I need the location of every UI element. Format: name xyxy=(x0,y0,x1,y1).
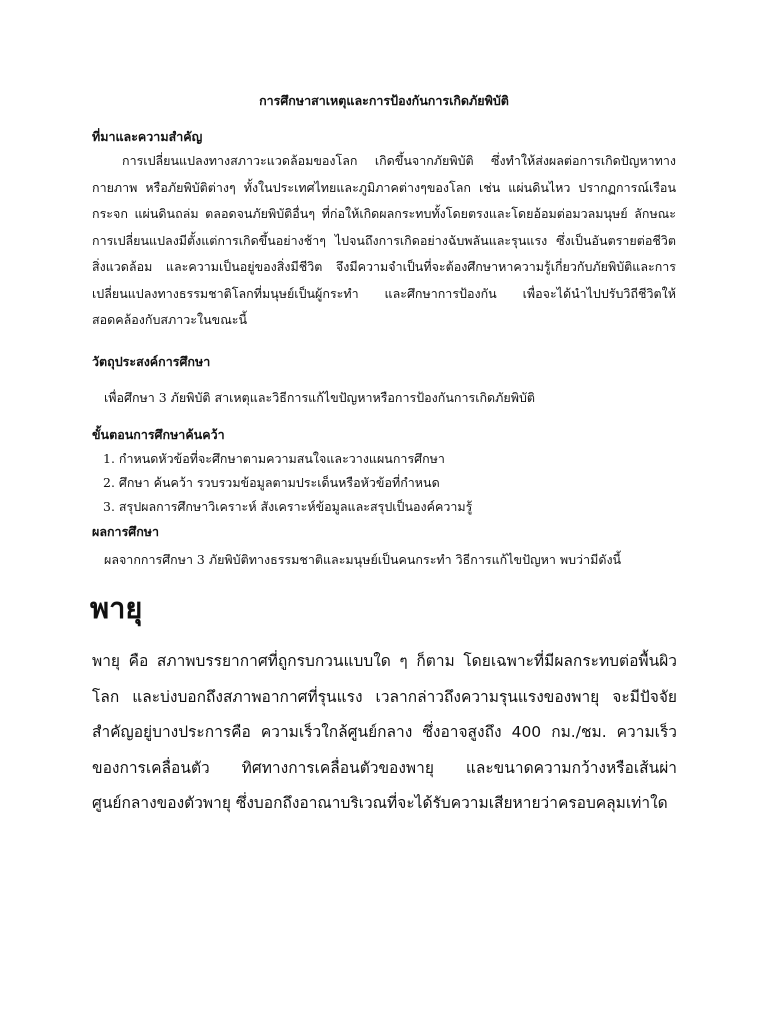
objective-text: เพื่อศึกษา 3 ภัยพิบัติ สาเหตุและวิธีการแก้ไขปัญหาหรือการป้องกันการเกิดภัยพิบัติ xyxy=(104,390,536,405)
background-paragraph: การเปลี่ยนแปลงทางสภาวะแวดล้อมของโลก เกิดขึ้นจากภัยพิบัติ ซึ่งทำให้ส่งผลต่อการเกิดปัญหาทางกายภาพ หรือภัยพิบัติต่างๆ ทั้งในประเทศไทยและภูมิภาคต่างๆของโลก เช่น แผ่นดินไหว ปรากฏการณ์เรือนกระจก แผ่นดินถล่ม ตลอดจนภัยพิบัติอื่นๆ ที่ก่อให้เกิดผลกระทบทั้งโดยตรงและโดยอ้อมต่อมวลมนุษย์ ลักษณะการเปลี่ยนแปลงมีตั้งแต่การเกิดขึ้นอย่างช้าๆ ไปจนถึงการเกิดอย่างฉับพลันและรุนแรง ซึ่งเป็นอันตรายต่อชีวิต สิ่งแวดล้อม และความเป็นอยู่ของสิ่งมีชีวิต จึงมีความจำเป็นที่จะต้องศึกษาหาความรู้เกี่ยวกับภัยพิบัติและการเปลี่ยนแปลงทางธรรมชาติโลกที่มนุษย์เป็นผู้กระทำ และศึกษาการป้องกัน เพื่อจะได้นำไปปรับวิถีชีวิตให้สอดคล้องกับสภาวะในขณะนี้ xyxy=(92,153,676,327)
storm-heading: พายุ xyxy=(90,591,143,625)
objective-heading: วัตถุประสงค์การศึกษา xyxy=(92,354,211,369)
background-heading: ที่มาและความสำคัญ xyxy=(92,129,203,144)
procedure-step: 1. กำหนดหัวข้อที่จะศึกษาตามความสนใจและวางแผนการศึกษา xyxy=(103,451,445,466)
results-heading: ผลการศึกษา xyxy=(92,524,160,539)
procedure-step: 3. สรุปผลการศึกษาวิเคราะห์ สังเคราะห์ข้อมูลและสรุปเป็นองค์ความรู้ xyxy=(103,499,473,514)
results-text: ผลจากการศึกษา 3 ภัยพิบัติทางธรรมชาติและมนุษย์เป็นคนกระทำ วิธีการแก้ไขปัญหา พบว่ามีดังนี้ xyxy=(104,552,622,567)
procedure-step: 2. ศึกษา ค้นคว้า รวบรวมข้อมูลตามประเด็นหรือหัวข้อที่กำหนด xyxy=(103,475,440,490)
document-title: การศึกษาสาเหตุและการป้องกันการเกิดภัยพิบัติ xyxy=(259,93,509,108)
storm-paragraph: พายุ คือ สภาพบรรยากาศที่ถูกรบกวนแบบใด ๆ ก็ตาม โดยเฉพาะที่มีผลกระทบต่อพื้นผิวโลก และบ่งบอกถึงสภาพอากาศที่รุนแรง เวลากล่าวถึงความรุนแรงของพายุ จะมีปัจจัยสำคัญอยู่บางประการคือ ความเร็วใกล้ศูนย์กลาง ซึ่งอาจสูงถึง 400 กม./ชม. ความเร็วของการเคลื่อนตัว ทิศทางการเคลื่อนตัวของพายุ และขนาดความกว้างหรือเส้นผ่าศูนย์กลางของตัวพายุ ซึ่งบอกถึงอาณาบริเวณที่จะได้รับความเสียหายว่าครอบคลุมเท่าใด xyxy=(92,652,677,812)
procedure-heading: ขั้นตอนการศึกษาค้นคว้า xyxy=(92,427,225,442)
procedure-steps xyxy=(103,447,472,519)
